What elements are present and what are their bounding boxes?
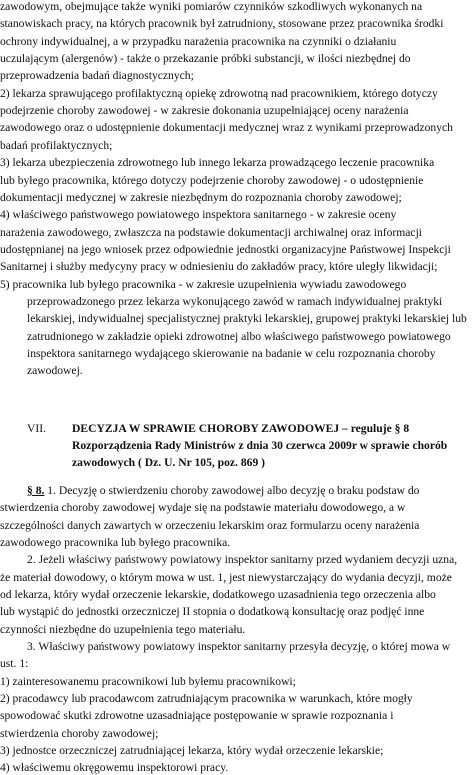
text-line: zawodowej. (27, 364, 83, 378)
text-line: inspektora sanitarnego wydającego skierowanie na badanie w celu rozpoznania choroby (27, 347, 436, 360)
text-line: stwierdzenia choroby zawodowej; (0, 726, 159, 740)
list-item-2: 2) lekarza sprawującego profilaktyczną opiekę zdrowotną nad pracownikiem, którego dotyczy (0, 86, 438, 100)
text-line: 2. Jeżeli właściwy państwowy powiatowy inspektor sanitarny przed wydaniem decyzji uzna, (27, 553, 458, 567)
text-line: że materiał dowodowy, o którym mowa w ust. 1, jest niewystarczający do wydania decyzji, może (0, 570, 452, 584)
text-line: przeprowadzenia badań diagnostycznych; (0, 69, 194, 83)
section-heading: zawodowych ( Dz. U. Nr 105, poz. 869 ) (72, 456, 265, 470)
list-item-2: 2) pracodawcy lub pracodawcom zatrudniającym pracownika w warunkach, które mogły (0, 692, 413, 705)
text-line: zawodowego pracownika lub byłego pracownika. (0, 535, 231, 549)
text-line: Sanitarnej i służby medycyny pracy w odniesieniu do zakładów pracy, które uległy likwidacji; (0, 260, 438, 274)
text-line: szczególności danych zawartych w orzeczeniu lekarskim oraz formularzu oceny narażenia (0, 518, 420, 532)
text-line: stanowiskach pracy, na których pracownik był zatrudniony, stosowane przez pracownika środki (0, 17, 444, 31)
list-item-3: 3) lekarza ubezpieczenia zdrowotnego lub innego lekarza prowadzącego leczenie pracownika (0, 156, 435, 170)
text-line: czynności niezbędne do uzupełnienia tego materiału. (0, 622, 246, 636)
section-number: VII. (27, 421, 46, 435)
section-heading: DECYZJA W SPRAWIE CHOROBY ZAWODOWEJ – reguluje § 8 (72, 421, 410, 435)
section-heading: Rozporządzenia Rady Ministrów z dnia 30 czerwca 2009r w sprawie chorób (72, 439, 448, 453)
text-line: ust. 1: (0, 657, 29, 671)
text-line: uczulającym (alergenów) - także o przekazanie próbki substancji, w ilości niezbędnej do (0, 52, 411, 66)
text-line: od lekarza, który wydał orzeczenie lekarskie, dodatkowego uzasadnienia tego orzeczenia albo (0, 587, 436, 601)
text-line: badań profilaktycznych; (0, 138, 113, 152)
list-item-3: 3) jednostce orzeczniczej zatrudniającej lekarza, który wydał orzeczenie lekarskie; (0, 744, 384, 757)
list-item-4: 4) właściwemu okręgowemu inspektorowi pracy. (0, 761, 229, 775)
paragraph-text: 1. Decyzję o stwierdzeniu choroby zawodowej albo decyzję o braku podstaw do (44, 483, 420, 497)
list-item-4: 4) właściwego państwowego powiatowego inspektora sanitarnego - w zakresie oceny (0, 208, 397, 222)
text-line: lub wystąpić do jednostki orzeczniczej II stopnia o dodatkową konsultację oraz podjęć inne (0, 605, 425, 619)
text-line: zatrudnionego w zakładzie opieki zdrowotnej albo właściwego państwowego powiatowego (27, 329, 451, 343)
text-line: zawodowym, obejmujące także wyniki pomiarów czynników szkodliwych wykonanych na (0, 0, 423, 13)
list-item-1: 1) zainteresowanemu pracownikowi lub byłemu pracownikowi; (0, 674, 296, 688)
paragraph-label: § 8. (27, 483, 45, 497)
text-line: przeprowadzonego przez lekarza wykonującego zawód w ramach indywidualnej praktyki (27, 294, 443, 308)
text-line: podejrzenie choroby zawodowej - w zakresie dokonania uzupełniającej oceny narażenia (0, 104, 409, 118)
text-line: spowodować skutki zdrowotne uzasadniające postępowanie w sprawie rozpoznania i (0, 709, 394, 723)
text-line: ochrony indywidualnej, a w przypadku narażenia pracownika na czynniki o działaniu (0, 34, 397, 48)
text-line: narażenia zawodowego, zwłaszcza na podstawie dokumentacji archiwalnej oraz informacji (0, 225, 423, 239)
list-item-5: 5) pracownika lub byłego pracownika - w zakresie uzupełnienia wywiadu zawodowego (0, 277, 407, 291)
text-line: stwierdzenia choroby zawodowej wydaje się na podstawie materiału dowodowego, a w (0, 501, 406, 515)
text-line: zawodowego oraz o udostępnienie dokumentacji medycznej wraz z wynikami przeprowadzonych (0, 121, 453, 135)
text-line: lekarskiej, indywidualnej specjalistycznej praktyki lekarskiej, grupowej praktyki lekarskiej lub (27, 312, 467, 326)
text-line: udostępnianej na jego wniosek przez odpowiednie jednostki organizacyjne Państwowej Inspekcji (0, 242, 451, 256)
text-line: lub byłego pracownika, którego dotyczy podejrzenie choroby zawodowej - o udostępnienie (0, 173, 424, 187)
paragraph-line (27, 484, 473, 498)
text-line: dokumentacji medycznej w zakresie niezbędnym do rozpoznania choroby zawodowej; (0, 190, 402, 204)
text-line: 3. Właściwy państwowy powiatowy inspektor sanitarny przesyła decyzję, o której mowa w (27, 639, 451, 653)
